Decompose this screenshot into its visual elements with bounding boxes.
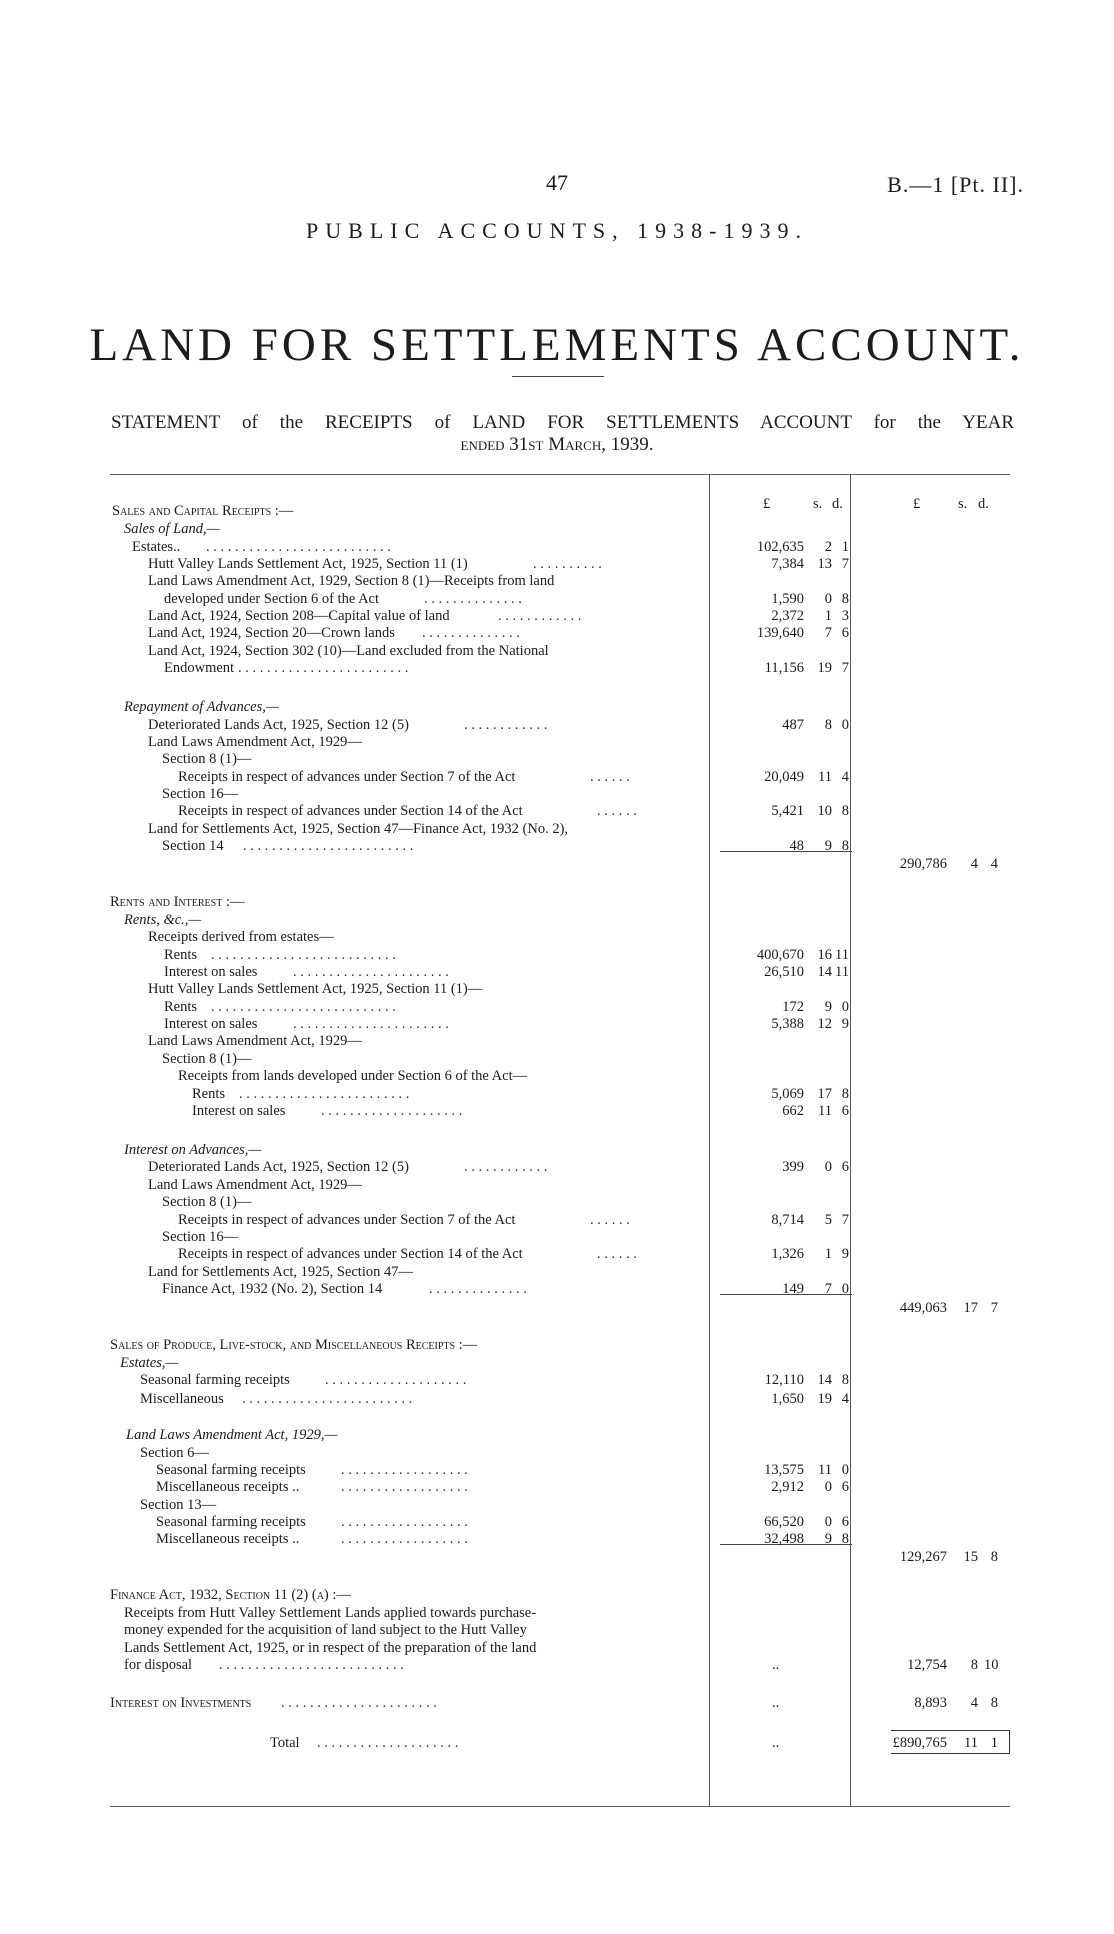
amount-shillings: 2 [824,539,832,555]
table-row [110,751,1010,767]
row-label: Section 8 (1)— [162,751,252,767]
amount-pounds: 7,384 [771,556,804,572]
table-row [110,1587,1010,1603]
amount-pounds: 5,069 [771,1086,804,1102]
amount-shillings: 4 [970,1695,978,1711]
row-label: Interest on sales [164,964,258,980]
amount-pence: 7 [841,1212,849,1228]
table-row [110,1264,1010,1280]
row-label: Land Laws Amendment Act, 1929,— [126,1427,338,1443]
row-label: Interest on sales [164,1016,258,1032]
table-row [110,1531,1010,1547]
table-row [110,1337,1010,1353]
table-row [110,1051,1010,1067]
row-label: Section 6— [140,1445,209,1461]
row-label: Land Act, 1924, Section 208—Capital value of land [148,608,450,624]
row-label: Total [270,1735,300,1751]
leader-dots: . . . . . . . . . . . . . . . . . . . . . . [293,1016,449,1032]
empty-cell-marker: .. [772,1657,780,1673]
row-label: Finance Act, 1932 (No. 2), Section 14 [162,1281,383,1297]
row-label: Seasonal farming receipts [156,1514,306,1530]
amount-shillings: 1 [824,1246,832,1262]
statement-line-1: STATEMENT of the RECEIPTS of LAND FOR SETTLEMENTS ACCOUNT for the YEAR [111,412,1014,433]
leader-dots: . . . . . . . . . . . . . . . . . . . . . . . . [239,1086,410,1102]
row-label: Rents [164,947,198,963]
amount-shillings: 12 [817,1016,832,1032]
amount-pence: 0 [841,717,849,733]
row-label: Hutt Valley Lands Settlement Act, 1925, Section 11 (1)— [148,981,483,997]
amount-shillings: 9 [824,1531,832,1547]
amount-pence: 8 [841,803,849,819]
amount-pence: 7 [841,660,849,676]
amount-pounds: £890,765 [892,1735,947,1751]
statement-line-2: ended 31st March, 1939. [460,434,654,455]
table-row [110,1281,1010,1297]
row-label: Rents [192,1086,226,1102]
table-row [110,1549,1010,1565]
row-label: Rents [164,999,198,1015]
table-row [110,786,1010,802]
row-label: Receipts in respect of advances under Section 7 of the Act [178,1212,516,1228]
row-label: Sales of Produce, Live-stock, and Miscellaneous Receipts :— [110,1337,478,1353]
amount-pounds: 290,786 [899,856,947,872]
amount-shillings: 0 [824,1159,832,1175]
amount-shillings: 0 [824,1479,832,1495]
amount-pounds: 399 [782,1159,804,1175]
table-row [110,1640,1010,1656]
leader-dots: . . . . . . . . . . . . . . . . . . . . . . [293,964,449,980]
amount-pounds: 102,635 [756,539,804,555]
leader-dots: . . . . . . . . . . . . . . . . . . . . [321,1103,463,1119]
amount-pounds: 172 [782,999,804,1015]
row-label: Lands Settlement Act, 1925, or in respect of the preparation of the land [124,1640,537,1656]
row-label: Rents and Interest :— [110,894,245,910]
leader-dots: . . . . . . . . . . . . [464,717,548,733]
row-label: Seasonal farming receipts [156,1462,306,1478]
table-row [110,660,1010,676]
amount-shillings: 14 [817,964,832,980]
title-rule [512,376,604,377]
amount-pence: 4 [841,1391,849,1407]
table-row [110,699,1010,715]
row-label: Hutt Valley Lands Settlement Act, 1925, Section 11 (1) [148,556,468,572]
table-row [110,894,1010,910]
row-label: Section 8 (1)— [162,1051,252,1067]
leader-dots: . . . . . . . . . . . . . . . . . . . . . . . . [242,1391,413,1407]
table-row [110,643,1010,659]
row-label: Rents, &c.,— [124,912,202,928]
amount-shillings: 13 [817,556,832,572]
amount-shillings: 8 [824,717,832,733]
table-row [110,1229,1010,1245]
amount-pounds: 66,520 [764,1514,804,1530]
table-row [110,1657,1010,1673]
row-label: Receipts in respect of advances under Section 14 of the Act [178,1246,523,1262]
table-row [110,1212,1010,1228]
row-label: Land for Settlements Act, 1925, Section 47— [148,1264,413,1280]
amount-pence: 9 [841,1016,849,1032]
table-row [110,1177,1010,1193]
row-label: Interest on Investments [110,1695,252,1711]
heading-shillings-1: s. [813,496,823,512]
table-row [110,1372,1010,1388]
amount-shillings: 7 [824,625,832,641]
amount-pence: 10 [984,1657,999,1673]
amount-pence: 7 [841,556,849,572]
heading-shillings-2: s. [958,496,968,512]
leader-dots: . . . . . . [590,769,630,785]
amount-pounds: 149 [782,1281,804,1297]
heading-pence-2: d. [978,496,989,512]
amount-pence: 8 [990,1549,998,1565]
amount-pounds: 20,049 [764,769,804,785]
table-row [110,1605,1010,1621]
row-label: Receipts in respect of advances under Section 7 of the Act [178,769,516,785]
empty-cell-marker: .. [772,1695,780,1711]
row-label: Interest on Advances,— [124,1142,262,1158]
amount-pounds: 5,421 [771,803,804,819]
row-label: Land Act, 1924, Section 302 (10)—Land excluded from the National [148,643,549,659]
amount-pence: 0 [841,999,849,1015]
amount-shillings: 16 [817,947,832,963]
table-row [110,929,1010,945]
leader-dots: . . . . . . [590,1212,630,1228]
amount-pence: 11 [835,947,849,963]
amount-pence: 8 [841,1372,849,1388]
row-label: Land Laws Amendment Act, 1929— [148,1033,362,1049]
table-row [110,856,1010,872]
amount-shillings: 19 [817,1391,832,1407]
row-label: Miscellaneous receipts .. [156,1531,300,1547]
amount-pounds: 11,156 [764,660,804,676]
leader-dots: . . . . . . . . . . . . . . . . . . . . . . . . . . [211,999,396,1015]
amount-shillings: 11 [818,769,832,785]
row-label: Receipts in respect of advances under Section 14 of the Act [178,803,523,819]
amount-pence: 7 [990,1300,998,1316]
leader-dots: . . . . . . . . . . . . . . . . . . . . . . [281,1695,437,1711]
amount-pounds: 2,912 [771,1479,804,1495]
amount-pence: 1 [990,1735,998,1751]
amount-shillings: 17 [817,1086,832,1102]
table-row [110,1445,1010,1461]
amount-pounds: 26,510 [764,964,804,980]
row-label: Section 16— [162,1229,239,1245]
amount-shillings: 8 [970,1657,978,1673]
row-label: Repayment of Advances,— [124,699,279,715]
table-bottom-rule [110,1806,1010,1807]
empty-cell-marker: .. [772,1735,780,1751]
amount-pounds: 139,640 [756,625,804,641]
amount-pence: 4 [990,856,998,872]
amount-pounds: 662 [782,1103,804,1119]
row-label: Section 13— [140,1497,217,1513]
table-row [110,1159,1010,1175]
row-label: Sales and Capital Receipts :— [112,503,294,519]
table-row [110,803,1010,819]
amount-shillings: 10 [817,803,832,819]
table-row [110,1033,1010,1049]
heading-pounds-2: £ [913,496,921,512]
table-row [110,964,1010,980]
table-row [110,1142,1010,1158]
row-label: Receipts from Hutt Valley Settlement Lands applied towards purchase- [124,1605,537,1621]
running-header: PUBLIC ACCOUNTS, 1938-1939. [306,218,808,243]
row-label: Endowment [164,660,235,676]
row-label: Miscellaneous [140,1391,224,1407]
amount-shillings: 9 [824,999,832,1015]
amount-pence: 8 [841,1086,849,1102]
amount-pounds: 1,650 [771,1391,804,1407]
leader-dots: . . . . . . . . . . . . . . . . . . [341,1462,468,1478]
leader-dots: . . . . . . . . . . . . . . . . . . . . [317,1735,459,1751]
row-label: for disposal [124,1657,193,1673]
table-row [110,591,1010,607]
table-row [110,1016,1010,1032]
table-row [110,625,1010,641]
row-label: Section 14 [162,838,224,854]
table-row [110,1246,1010,1262]
table-row [110,1695,1010,1711]
table-row [110,1355,1010,1371]
row-label: money expended for the acquisition of land subject to the Hutt Valley [124,1622,527,1638]
amount-pence: 8 [841,591,849,607]
page-number: 47 [546,170,568,195]
table-row [110,1427,1010,1443]
table-row [110,1300,1010,1316]
amount-pence: 1 [841,539,849,555]
amount-shillings: 0 [824,1514,832,1530]
amount-shillings: 1 [824,608,832,624]
amount-shillings: 7 [824,1281,832,1297]
amount-pence: 8 [841,838,849,854]
amount-pounds: 1,326 [771,1246,804,1262]
amount-shillings: 17 [963,1300,978,1316]
leader-dots: . . . . . . . . . . . . . . . . . . [341,1514,468,1530]
amount-pounds: 400,670 [756,947,804,963]
table-row [110,947,1010,963]
amount-pence: 11 [835,964,849,980]
amount-pounds: 12,110 [764,1372,804,1388]
amount-pounds: 2,372 [771,608,804,624]
row-label: Interest on sales [192,1103,286,1119]
row-label: Land Laws Amendment Act, 1929— [148,1177,362,1193]
row-label: Land Act, 1924, Section 20—Crown lands [148,625,395,641]
table-row [110,521,1010,537]
leader-dots: . . . . . . . . . . . . . . . . . . . . . . . . [238,660,409,676]
leader-dots: . . . . . . . . . . . . [498,608,582,624]
table-row [110,608,1010,624]
table-row [110,1479,1010,1495]
table-row [110,999,1010,1015]
table-row [110,503,1010,519]
document-reference: B.—1 [Pt. II]. [887,172,1024,197]
amount-pence: 6 [841,1479,849,1495]
leader-dots: . . . . . . . . . . . . . . . . . . . . . . . . . . [206,539,391,555]
leader-dots: . . . . . . . . . . [533,556,602,572]
amount-pence: 6 [841,1514,849,1530]
row-label: Receipts from lands developed under Section 6 of the Act— [178,1068,528,1084]
leader-dots: . . . . . . . . . . . . . . . . . . . . [325,1372,467,1388]
row-label: developed under Section 6 of the Act [164,591,380,607]
amount-shillings: 4 [970,856,978,872]
amount-shillings: 15 [963,1549,978,1565]
amount-shillings: 9 [824,838,832,854]
leader-dots: . . . . . . . . . . . . . . . . . . [341,1531,468,1547]
table-row [110,734,1010,750]
row-label: Receipts derived from estates— [148,929,334,945]
amount-pence: 8 [990,1695,998,1711]
row-label: Land for Settlements Act, 1925, Section 47—Finance Act, 1932 (No. 2), [148,821,569,837]
amount-pence: 8 [841,1531,849,1547]
row-label: Deteriorated Lands Act, 1925, Section 12 (5) [148,1159,409,1175]
table-top-rule [110,474,1010,475]
leader-dots: . . . . . . . . . . . . . . [424,591,522,607]
amount-shillings: 11 [818,1103,832,1119]
table-row [110,539,1010,555]
amount-shillings: 14 [817,1372,832,1388]
table-row [110,769,1010,785]
table-row [110,821,1010,837]
table-row [110,1068,1010,1084]
amount-pounds: 12,754 [907,1657,947,1673]
row-label: Seasonal farming receipts [140,1372,290,1388]
heading-pounds-1: £ [763,496,771,512]
amount-pounds: 129,267 [899,1549,947,1565]
amount-pounds: 5,388 [771,1016,804,1032]
table-row [110,1086,1010,1102]
receipts-table [110,474,1010,1807]
amount-pounds: 13,575 [764,1462,804,1478]
amount-pence: 0 [841,1462,849,1478]
table-row [110,1735,1010,1751]
amount-pounds: 8,893 [914,1695,947,1711]
amount-pounds: 449,063 [899,1300,947,1316]
leader-dots: . . . . . . . . . . . . . . . . . . . . . . . . [243,838,414,854]
row-label: Finance Act, 1932, Section 11 (2) (a) :— [110,1587,351,1603]
table-row [110,573,1010,589]
row-label: Section 8 (1)— [162,1194,252,1210]
amount-pence: 6 [841,625,849,641]
leader-dots: . . . . . . . . . . . . [464,1159,548,1175]
row-label: Miscellaneous receipts .. [156,1479,300,1495]
amount-shillings: 11 [818,1462,832,1478]
table-row [110,1103,1010,1119]
amount-pounds: 8,714 [771,1212,804,1228]
page-title: LAND FOR SETTLEMENTS ACCOUNT. [89,319,1025,371]
heading-pence-1: d. [832,496,843,512]
leader-dots: . . . . . . . . . . . . . . . . . . . . . . . . . . [219,1657,404,1673]
amount-shillings: 0 [824,591,832,607]
amount-pence: 6 [841,1103,849,1119]
amount-pounds: 48 [789,838,804,854]
table-row [110,556,1010,572]
leader-dots: . . . . . . [597,803,637,819]
amount-pence: 3 [841,608,849,624]
amount-shillings: 11 [964,1735,978,1751]
table-row [110,1622,1010,1638]
amount-pence: 6 [841,1159,849,1175]
amount-pence: 0 [841,1281,849,1297]
amount-pence: 9 [841,1246,849,1262]
table-row [110,1194,1010,1210]
amount-pence: 4 [841,769,849,785]
row-label: Deteriorated Lands Act, 1925, Section 12 (5) [148,717,409,733]
table-row [110,838,1010,854]
amount-pounds: 32,498 [764,1531,804,1547]
row-label: Sales of Land,— [124,521,220,537]
leader-dots: . . . . . . [597,1246,637,1262]
table-row [110,1462,1010,1478]
table-row [110,1497,1010,1513]
row-label: Land Laws Amendment Act, 1929, Section 8 (1)—Receipts from land [148,573,555,589]
leader-dots: . . . . . . . . . . . . . . [429,1281,527,1297]
row-label: Estates.. [132,539,181,555]
table-row [110,1391,1010,1407]
table-row [110,1514,1010,1530]
table-row [110,717,1010,733]
row-label: Estates,— [120,1355,179,1371]
leader-dots: . . . . . . . . . . . . . . . . . . . . . . . . . . [211,947,396,963]
table-row [110,912,1010,928]
row-label: Land Laws Amendment Act, 1929— [148,734,362,750]
amount-shillings: 19 [817,660,832,676]
row-label: Section 16— [162,786,239,802]
amount-pounds: 1,590 [771,591,804,607]
amount-pounds: 487 [782,717,804,733]
leader-dots: . . . . . . . . . . . . . . [422,625,520,641]
table-row [110,981,1010,997]
amount-shillings: 5 [824,1212,832,1228]
leader-dots: . . . . . . . . . . . . . . . . . . [341,1479,468,1495]
